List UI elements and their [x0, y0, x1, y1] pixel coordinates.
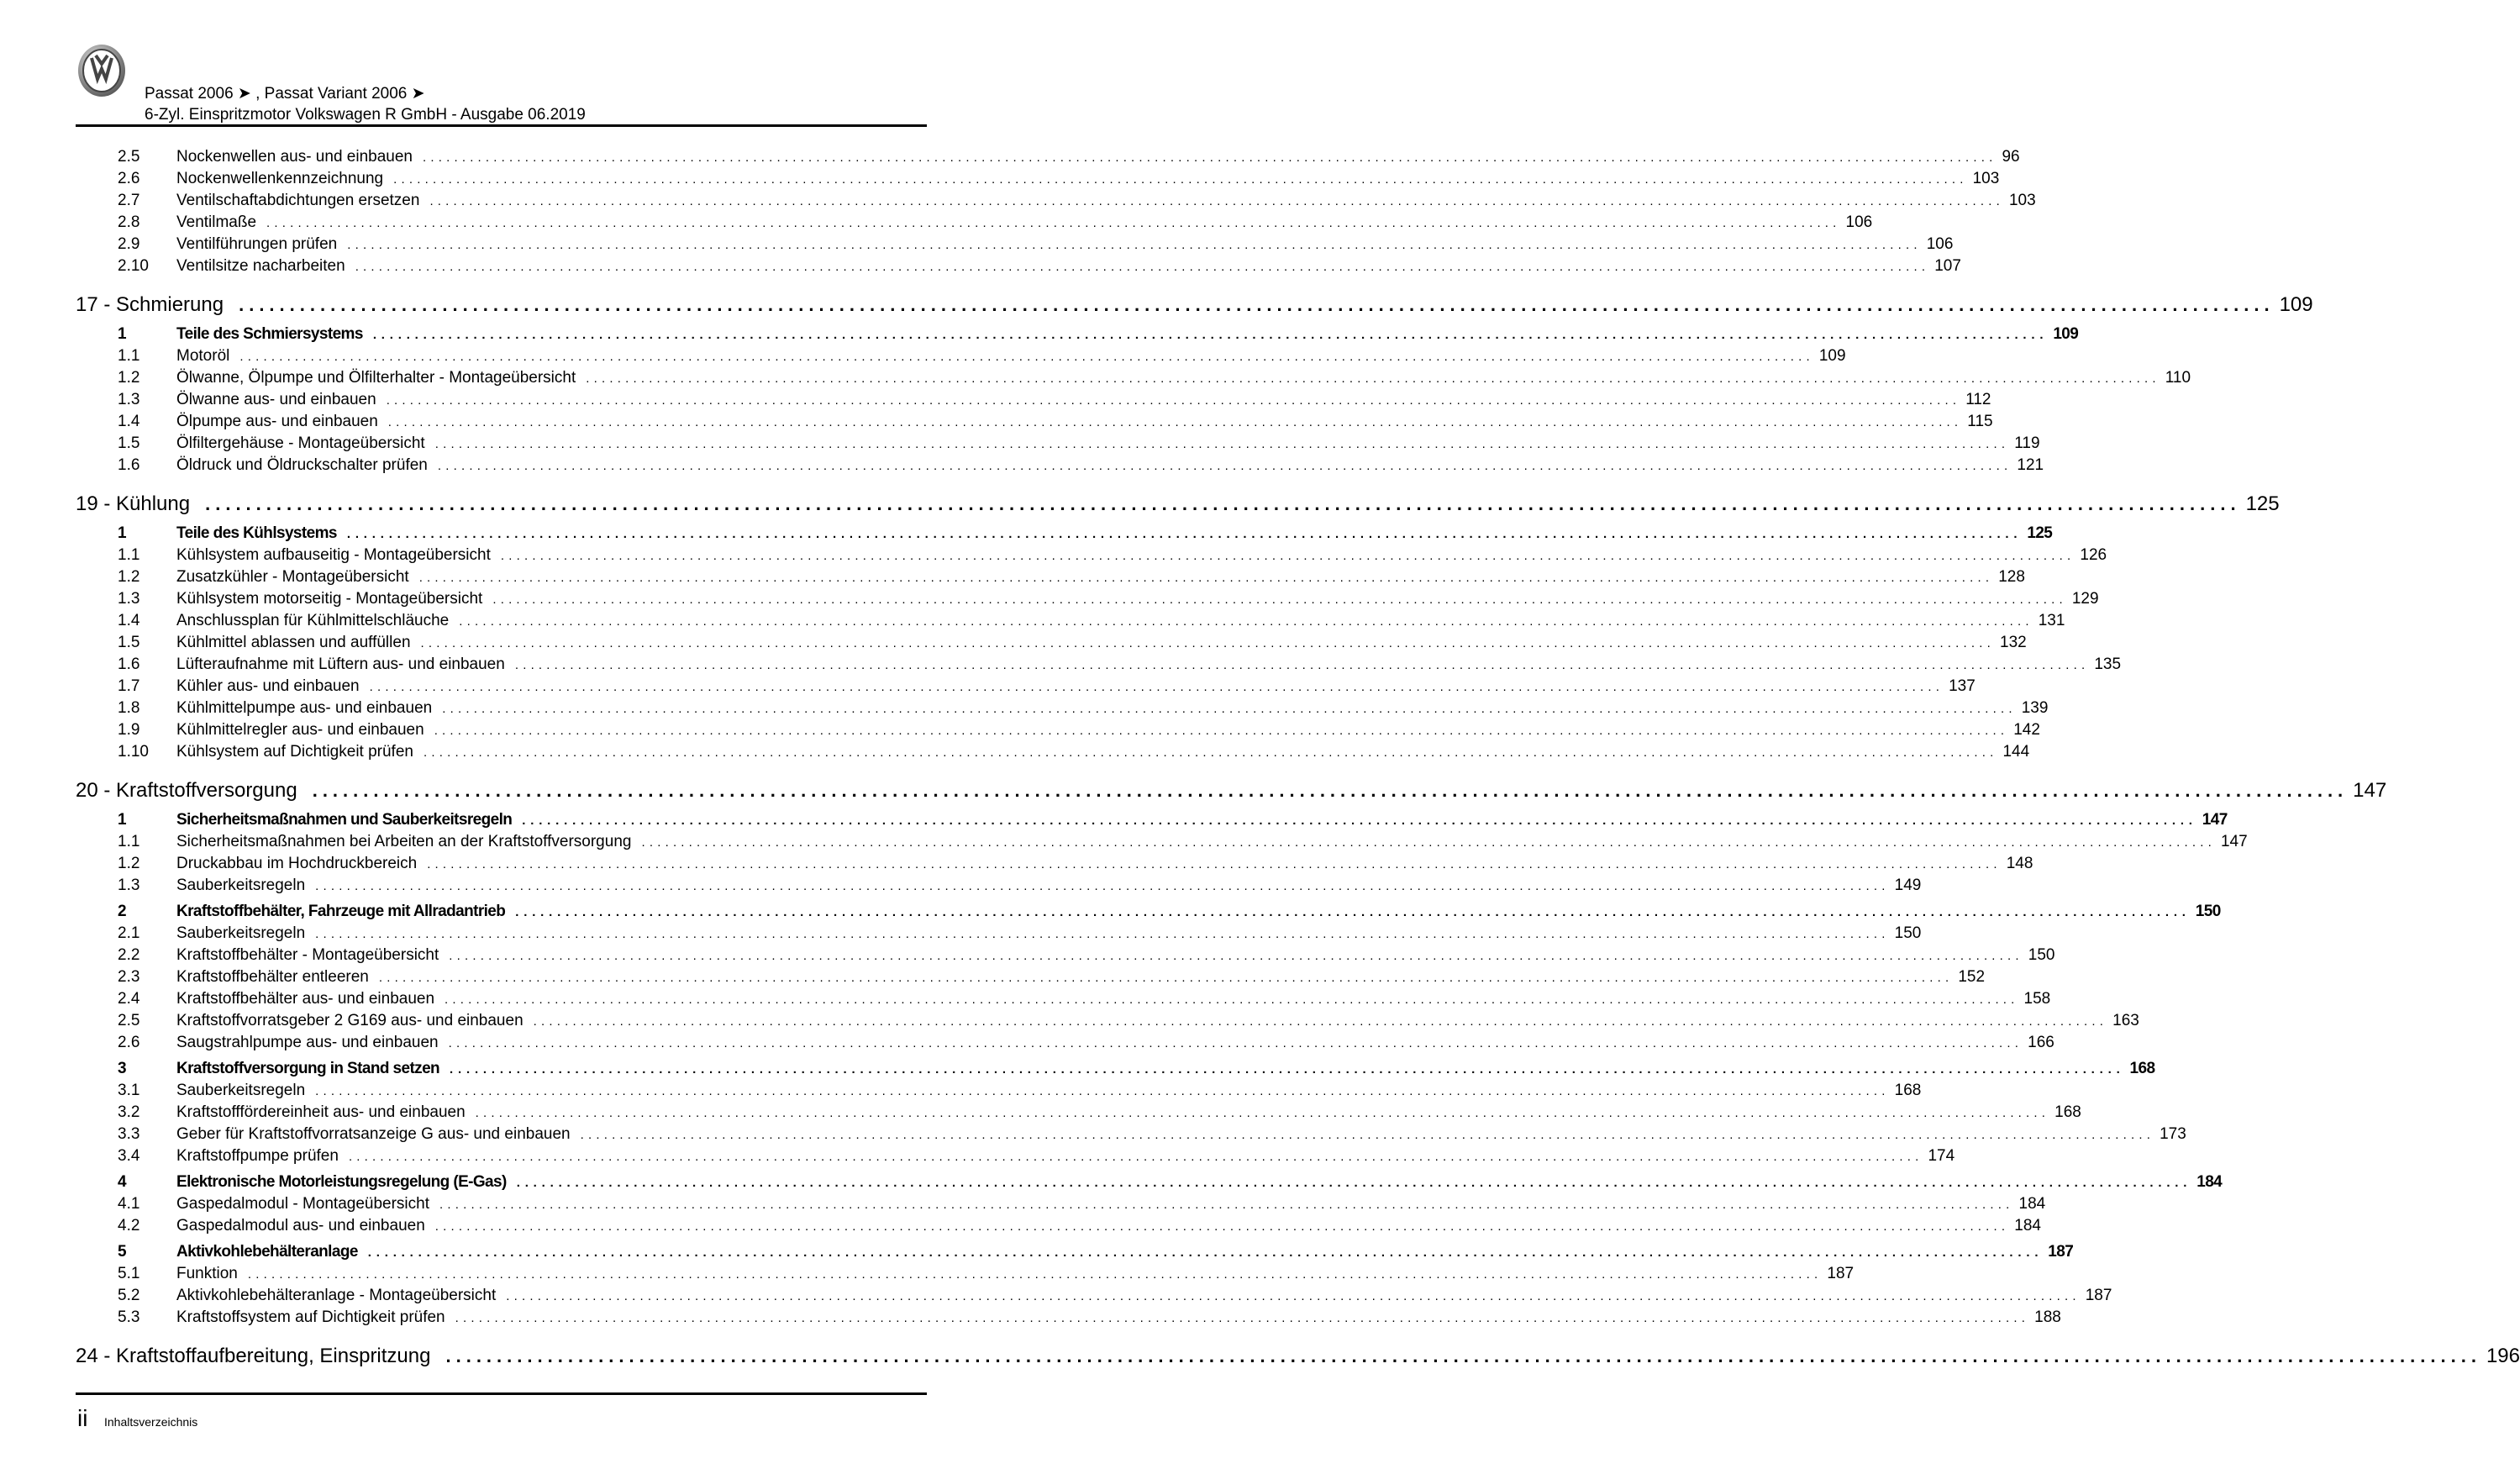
- toc-number: 1.7: [118, 677, 140, 695]
- dot-leader: ........................................................................................................................................................................................................: [312, 780, 2349, 801]
- toc-section[interactable]: [76, 324, 2079, 345]
- toc-number: 2.3: [118, 968, 140, 986]
- toc-number: 1: [118, 325, 126, 343]
- toc-title: Kühlsystem auf Dichtigkeit prüfen: [176, 743, 413, 761]
- toc-number: 1.2: [118, 568, 140, 586]
- toc-number: 1.2: [118, 855, 140, 872]
- toc-title: Aktivkohlebehälteranlage - Montageübersicht: [176, 1287, 497, 1304]
- toc-entry[interactable]: [76, 1032, 2054, 1054]
- toc-page: 184: [2014, 1217, 2041, 1234]
- toc-page: 106: [1845, 213, 1873, 231]
- toc-page: 150: [2028, 946, 2055, 964]
- toc-number: 2.1: [118, 924, 140, 942]
- toc-title: Gaspedalmodul - Montageübersicht: [176, 1195, 430, 1213]
- toc-page: 103: [1972, 170, 2000, 187]
- toc-page: 107: [1934, 257, 1961, 275]
- toc-entry[interactable]: [76, 1263, 1854, 1285]
- toc-title: Kühlmittel ablassen und auffüllen: [176, 634, 411, 651]
- dot-leader: ........................................................................................................................................................................................................: [239, 294, 2275, 315]
- dot-leader: ........................................................................................................................................................................................................: [423, 745, 1998, 760]
- header-vehicle: Passat 2006 ➤ , Passat Variant 2006 ➤: [145, 85, 425, 103]
- toc-number: 1.2: [118, 369, 140, 387]
- dot-leader: ........................................................................................................................................................................................................: [315, 1084, 1890, 1098]
- toc-title: Öldruck und Öldruckschalter prüfen: [176, 456, 428, 474]
- toc-title: Kraftstoffbehälter - Montageübersicht: [176, 946, 439, 964]
- toc-entry[interactable]: [76, 411, 1993, 433]
- toc-title: Geber für Kraftstoffvorratsanzeige G aus- und einbauen: [176, 1125, 571, 1143]
- dot-leader: ........................................................................................................................................................................................................: [522, 813, 2197, 828]
- toc-chapter[interactable]: [76, 776, 2387, 805]
- dot-leader: ........................................................................................................................................................................................................: [516, 1176, 2192, 1190]
- toc-entry[interactable]: [76, 719, 2040, 741]
- dot-leader: ........................................................................................................................................................................................................: [386, 393, 1961, 408]
- toc-number: 3.1: [118, 1082, 140, 1099]
- toc-page: 115: [1967, 413, 1993, 430]
- toc-entry[interactable]: [76, 1102, 2081, 1124]
- toc-page: 109: [2279, 293, 2313, 316]
- dot-leader: ........................................................................................................................................................................................................: [393, 172, 1968, 187]
- toc-title: Teile des Schmiersystems: [176, 325, 363, 343]
- toc-page: 158: [2023, 990, 2051, 1008]
- toc-number: 2.4: [118, 990, 140, 1008]
- toc-number: 2.9: [118, 235, 140, 253]
- toc-page: 106: [1926, 235, 1954, 253]
- toc-entry[interactable]: [76, 1215, 2041, 1237]
- toc-page: 109: [1818, 347, 1846, 365]
- toc-entry[interactable]: [76, 168, 2000, 190]
- dot-leader: ........................................................................................................................................................................................................: [347, 238, 1922, 252]
- toc-entry[interactable]: [76, 433, 2040, 455]
- toc-entry[interactable]: [76, 741, 2030, 763]
- dot-leader: ........................................................................................................................................................................................................: [369, 680, 1944, 694]
- toc-page: 150: [2195, 903, 2221, 920]
- toc-entry[interactable]: [76, 146, 2020, 168]
- toc-number: 4: [118, 1173, 126, 1191]
- toc-title: Ölwanne, Ölpumpe und Ölfilterhalter - Montageübersicht: [176, 369, 576, 387]
- dot-leader: ........................................................................................................................................................................................................: [434, 1219, 2010, 1234]
- toc-number: 2.10: [118, 257, 149, 275]
- toc-page: 96: [2002, 148, 2020, 166]
- dot-leader: ........................................................................................................................................................................................................: [355, 260, 1930, 274]
- toc-page: 149: [1894, 877, 1922, 894]
- toc-page: 174: [1928, 1147, 1955, 1165]
- toc-title: Druckabbau im Hochdruckbereich: [176, 855, 418, 872]
- toc-page: 129: [2071, 590, 2099, 608]
- toc-number: 1.3: [118, 590, 140, 608]
- dot-leader: ........................................................................................................................................................................................................: [445, 992, 2019, 1007]
- toc-title: Kühlmittelpumpe aus- und einbauen: [176, 699, 433, 717]
- dot-leader: ........................................................................................................................................................................................................: [422, 150, 1997, 165]
- toc-page: 131: [2038, 612, 2065, 629]
- toc-title: Ölwanne aus- und einbauen: [176, 391, 376, 408]
- dot-leader: ........................................................................................................................................................................................................: [429, 194, 2004, 208]
- dot-leader: ........................................................................................................................................................................................................: [348, 1150, 1923, 1164]
- toc-entry[interactable]: [76, 966, 1986, 988]
- toc-title: Lüfteraufnahme mit Lüftern aus- und einbauen: [176, 655, 505, 673]
- toc-entry[interactable]: [76, 566, 2025, 588]
- dot-leader: ........................................................................................................................................................................................................: [346, 527, 2023, 541]
- toc-number: 1.3: [118, 391, 140, 408]
- toc-page: 128: [1998, 568, 2025, 586]
- toc-title: Ventilschaftabdichtungen ersetzen: [176, 192, 420, 209]
- dot-leader: ........................................................................................................................................................................................................: [372, 328, 2049, 342]
- toc-entry[interactable]: [76, 698, 2049, 719]
- dot-leader: ........................................................................................................................................................................................................: [247, 1267, 1823, 1282]
- toc-title: Kraftstoffbehälter entleeren: [176, 968, 369, 986]
- toc-entry[interactable]: [76, 1010, 2139, 1032]
- toc-title: Kühlsystem aufbauseitig - Montageübersicht: [176, 546, 491, 564]
- toc-chapter[interactable]: [76, 490, 2280, 519]
- toc-number: 2.5: [118, 148, 140, 166]
- toc-title: Ventilmaße: [176, 213, 257, 231]
- toc-number: 2.7: [118, 192, 140, 209]
- dot-leader: ........................................................................................................................................................................................................: [367, 1245, 2044, 1260]
- toc-page: 147: [2353, 779, 2387, 802]
- toc-number: 5.3: [118, 1308, 140, 1326]
- toc-page: 184: [2018, 1195, 2046, 1213]
- toc-entry[interactable]: [76, 875, 1922, 897]
- dot-leader: ........................................................................................................................................................................................................: [427, 857, 2002, 871]
- toc-title: Kühlsystem motorseitig - Montageübersicht: [176, 590, 483, 608]
- footer-page-number: ii: [77, 1405, 88, 1431]
- toc-title: Kraftstoffbehälter aus- und einbauen: [176, 990, 435, 1008]
- toc-number: 1.1: [118, 546, 140, 564]
- toc-page: 109: [2053, 325, 2079, 343]
- toc-entry[interactable]: [76, 1124, 2186, 1145]
- toc-page: 110: [2165, 369, 2191, 387]
- toc-page: 126: [2080, 546, 2107, 564]
- toc-entry[interactable]: [76, 945, 2055, 966]
- toc-number: 5: [118, 1243, 126, 1261]
- toc-entry[interactable]: [76, 1285, 2112, 1307]
- dot-leader: ........................................................................................................................................................................................................: [459, 614, 2033, 629]
- toc-number: 1.6: [118, 655, 140, 673]
- dot-leader: ........................................................................................................................................................................................................: [420, 636, 1996, 650]
- toc-entry[interactable]: [76, 234, 1954, 255]
- toc-page: 125: [2245, 492, 2280, 515]
- toc-page: 168: [1894, 1082, 1922, 1099]
- dot-leader: ........................................................................................................................................................................................................: [533, 1014, 2108, 1029]
- toc-number: 5.1: [118, 1265, 140, 1282]
- header-engine-edition: 6-Zyl. Einspritzmotor Volkswagen R GmbH - Ausgabe 06.2019: [145, 106, 586, 124]
- toc-number: 2.6: [118, 1034, 140, 1051]
- toc-title: Funktion: [176, 1265, 238, 1282]
- toc-page: 103: [2008, 192, 2036, 209]
- toc-number: 2.2: [118, 946, 140, 964]
- toc-entry[interactable]: [76, 654, 2122, 676]
- toc-chapter[interactable]: [76, 291, 2313, 319]
- toc-entry[interactable]: [76, 923, 1922, 945]
- toc-entry[interactable]: [76, 545, 2107, 566]
- toc-number: 1.4: [118, 413, 140, 430]
- toc-title: Ölpumpe aus- und einbauen: [176, 413, 378, 430]
- toc-page: 168: [2054, 1103, 2081, 1121]
- toc-page: 150: [1894, 924, 1922, 942]
- toc-section[interactable]: [76, 1058, 2155, 1080]
- toc-entry[interactable]: [76, 455, 2044, 476]
- toc-number: 5.2: [118, 1287, 140, 1304]
- footer-divider: [76, 1392, 927, 1395]
- toc-page: 144: [2002, 743, 2030, 761]
- toc-number: 1.5: [118, 434, 140, 452]
- dot-leader: ........................................................................................................................................................................................................: [492, 592, 2067, 607]
- toc-title: 20 - Kraftstoffversorgung: [76, 779, 297, 802]
- dot-leader: ........................................................................................................................................................................................................: [515, 905, 2191, 919]
- toc-entry[interactable]: [76, 212, 1873, 234]
- toc-section[interactable]: [76, 523, 2053, 545]
- dot-leader: ........................................................................................................................................................................................................: [506, 1289, 2081, 1303]
- toc-entry[interactable]: [76, 255, 1961, 277]
- toc-entry[interactable]: [76, 190, 2036, 212]
- toc-entry[interactable]: [76, 1193, 2046, 1215]
- dot-leader: ........................................................................................................................................................................................................: [580, 1128, 2155, 1142]
- dot-leader: ........................................................................................................................................................................................................: [439, 1198, 2014, 1212]
- toc-section[interactable]: [76, 809, 2228, 831]
- toc-title: 24 - Kraftstoffaufbereitung, Einspritzung: [76, 1345, 431, 1367]
- toc-page: 187: [1827, 1265, 1854, 1282]
- toc-title: Nockenwellen aus- und einbauen: [176, 148, 413, 166]
- toc-page: 135: [2094, 655, 2122, 673]
- toc-page: 187: [2048, 1243, 2074, 1261]
- dot-leader: ........................................................................................................................................................................................................: [514, 658, 2090, 672]
- toc-title: Nockenwellenkennzeichnung: [176, 170, 384, 187]
- toc-title: Motoröl: [176, 347, 230, 365]
- toc-number: 1: [118, 524, 126, 542]
- header-divider: [76, 124, 927, 127]
- toc-number: 3: [118, 1060, 126, 1077]
- toc-page: 148: [2006, 855, 2033, 872]
- dot-leader: ........................................................................................................................................................................................................: [442, 702, 2017, 716]
- dot-leader: ........................................................................................................................................................................................................: [450, 1062, 2125, 1077]
- toc-title: Kühler aus- und einbauen: [176, 677, 360, 695]
- toc-page: 163: [2112, 1012, 2139, 1029]
- toc-title: Saugstrahlpumpe aus- und einbauen: [176, 1034, 439, 1051]
- toc-page: 184: [2196, 1173, 2223, 1191]
- dot-leader: ........................................................................................................................................................................................................: [448, 1036, 2023, 1050]
- toc-title: Kraftstoffvorratsgeber 2 G169 aus- und einbauen: [176, 1012, 523, 1029]
- toc-number: 3.2: [118, 1103, 140, 1121]
- toc-page: 168: [2129, 1060, 2155, 1077]
- toc-title: Sauberkeitsregeln: [176, 924, 306, 942]
- toc-title: 17 - Schmierung: [76, 293, 224, 316]
- toc-entry[interactable]: [76, 588, 2099, 610]
- toc-number: 1.4: [118, 612, 140, 629]
- toc-page: 173: [2160, 1125, 2186, 1143]
- toc-number: 1.5: [118, 634, 140, 651]
- toc-number: 1.3: [118, 877, 140, 894]
- toc-title: Anschlussplan für Kühlmittelschläuche: [176, 612, 450, 629]
- toc-number: 3.3: [118, 1125, 140, 1143]
- toc-chapter[interactable]: [76, 1342, 2520, 1371]
- toc-title: Kraftstoffversorgung in Stand setzen: [176, 1060, 440, 1077]
- dot-leader: ........................................................................................................................................................................................................: [239, 350, 1814, 364]
- toc-number: 1.8: [118, 699, 140, 717]
- toc-title: Sauberkeitsregeln: [176, 877, 306, 894]
- toc-title: Gaspedalmodul aus- und einbauen: [176, 1217, 425, 1234]
- dot-leader: ........................................................................................................................................................................................................: [387, 415, 1963, 429]
- toc-page: 125: [2027, 524, 2053, 542]
- toc-number: 4.2: [118, 1217, 140, 1234]
- toc-section[interactable]: [76, 1241, 2074, 1263]
- toc-number: 1.1: [118, 833, 140, 850]
- toc-number: 1.1: [118, 347, 140, 365]
- toc-title: Kraftstoffsystem auf Dichtigkeit prüfen: [176, 1308, 445, 1326]
- dot-leader: ........................................................................................................................................................................................................: [315, 879, 1890, 893]
- toc-entry[interactable]: [76, 853, 2033, 875]
- dot-leader: ........................................................................................................................................................................................................: [266, 216, 1841, 230]
- dot-leader: ........................................................................................................................................................................................................: [449, 949, 2023, 963]
- vw-logo: [77, 44, 126, 97]
- toc-page: 112: [1965, 391, 1991, 408]
- dot-leader: ........................................................................................................................................................................................................: [418, 571, 1994, 585]
- toc-number: 4.1: [118, 1195, 140, 1213]
- toc-title: Ventilführungen prüfen: [176, 235, 338, 253]
- toc-page: 139: [2021, 699, 2049, 717]
- toc-entry[interactable]: [76, 1307, 2061, 1329]
- toc-entry[interactable]: [76, 367, 2191, 389]
- toc-number: 2: [118, 903, 126, 920]
- toc-page: 137: [1949, 677, 1975, 695]
- toc-number: 1.9: [118, 721, 140, 739]
- toc-entry[interactable]: [76, 345, 1846, 367]
- toc-entry[interactable]: [76, 831, 2248, 853]
- toc-title: 19 - Kühlung: [76, 492, 191, 515]
- toc-entry[interactable]: [76, 1145, 1955, 1167]
- toc-entry[interactable]: [76, 676, 1975, 698]
- toc-page: 196: [2486, 1345, 2520, 1367]
- toc-title: Kraftstofffördereinheit aus- und einbauen: [176, 1103, 466, 1121]
- toc-page: 119: [2014, 434, 2040, 452]
- toc-page: 142: [2013, 721, 2040, 739]
- toc-number: 1.10: [118, 743, 149, 761]
- dot-leader: ........................................................................................................................................................................................................: [434, 437, 2010, 451]
- toc-section[interactable]: [76, 901, 2221, 923]
- toc-title: Sicherheitsmaßnahmen und Sauberkeitsregeln: [176, 811, 513, 829]
- toc-page: 166: [2028, 1034, 2054, 1051]
- toc-title: Zusatzkühler - Montageübersicht: [176, 568, 409, 586]
- toc-number: 3.4: [118, 1147, 140, 1165]
- toc-number: 1: [118, 811, 126, 829]
- dot-leader: ........................................................................................................................................................................................................: [586, 371, 2160, 386]
- toc-title: Sicherheitsmaßnahmen bei Arbeiten an der Kraftstoffversorgung: [176, 833, 632, 850]
- dot-leader: ........................................................................................................................................................................................................: [315, 927, 1890, 941]
- toc-entry[interactable]: [76, 988, 2051, 1010]
- dot-leader: ........................................................................................................................................................................................................: [500, 549, 2075, 563]
- dot-leader: ........................................................................................................................................................................................................: [641, 835, 2216, 850]
- toc-page: 132: [2000, 634, 2027, 651]
- toc-title: Aktivkohlebehälteranlage: [176, 1243, 358, 1261]
- toc-title: Kühlmittelregler aus- und einbauen: [176, 721, 424, 739]
- toc-page: 147: [2220, 833, 2248, 850]
- dot-leader: ........................................................................................................................................................................................................: [455, 1311, 2030, 1325]
- toc-title: Kraftstoffpumpe prüfen: [176, 1147, 339, 1165]
- toc-page: 188: [2034, 1308, 2061, 1326]
- toc-title: Kraftstoffbehälter, Fahrzeuge mit Allradantrieb: [176, 903, 506, 920]
- toc-page: 147: [2202, 811, 2228, 829]
- toc-title: Sauberkeitsregeln: [176, 1082, 306, 1099]
- toc-entry[interactable]: [76, 389, 1991, 411]
- toc-entry[interactable]: [76, 610, 2065, 632]
- footer-label: Inhaltsverzeichnis: [104, 1415, 198, 1429]
- dot-leader: ........................................................................................................................................................................................................: [378, 971, 1954, 985]
- table-of-contents: [76, 146, 2520, 1373]
- toc-title: Ventilsitze nacharbeiten: [176, 257, 345, 275]
- toc-title: Teile des Kühlsystems: [176, 524, 337, 542]
- toc-page: 187: [2085, 1287, 2112, 1304]
- dot-leader: ........................................................................................................................................................................................................: [434, 724, 2009, 738]
- toc-page: 121: [2017, 456, 2044, 474]
- dot-leader: ........................................................................................................................................................................................................: [437, 459, 2012, 473]
- toc-entry[interactable]: [76, 1080, 1922, 1102]
- toc-number: 2.8: [118, 213, 140, 231]
- toc-page: 152: [1958, 968, 1986, 986]
- toc-section[interactable]: [76, 1171, 2223, 1193]
- toc-number: 2.6: [118, 170, 140, 187]
- toc-title: Elektronische Motorleistungsregelung (E-Gas): [176, 1173, 507, 1191]
- toc-number: 2.5: [118, 1012, 140, 1029]
- dot-leader: ........................................................................................................................................................................................................: [445, 1345, 2481, 1366]
- toc-entry[interactable]: [76, 632, 2027, 654]
- toc-number: 1.6: [118, 456, 140, 474]
- dot-leader: ........................................................................................................................................................................................................: [205, 493, 2241, 514]
- toc-title: Ölfiltergehäuse - Montageübersicht: [176, 434, 425, 452]
- dot-leader: ........................................................................................................................................................................................................: [475, 1106, 2050, 1120]
